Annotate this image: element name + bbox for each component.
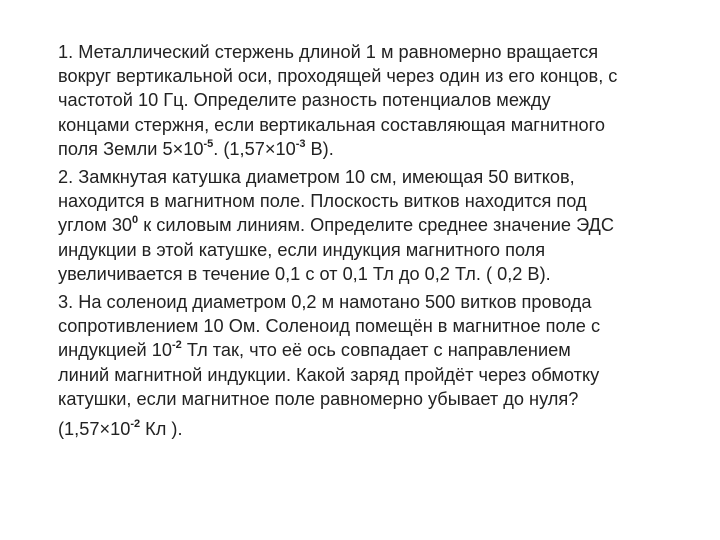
problem-1-line-5 [58,137,670,161]
problem-3-line-4: линий магнитной индукции. Какой заряд пройдёт через обмотку [58,364,600,385]
problem-1-line-3: частотой 10 Гц. Определите разность потенциалов между [58,90,551,111]
problem-3-exponent: -2 [172,339,182,352]
problem-2-degree: 0 [132,214,139,227]
problem-3-answer-exponent: -2 [130,417,141,430]
problem-2-line-4: индукции в этой катушке, если индукция магнитного поля [58,239,546,260]
problem-3-answer-a: (1,57×10 [58,419,131,440]
problem-3-line-3 [58,338,670,362]
problem-3-line-5: катушки, если магнитное поле равномерно убывает до нуля? [58,388,579,409]
problem-2-line-2: находится в магнитном поле. Плоскость витков находится под [58,191,587,212]
problem-1-line-1: 1. Металлический стержень длиной 1 м равномерно вращается [58,42,599,62]
problem-3 [58,290,670,441]
problem-2-line-3 [58,213,670,237]
problem-2-text-a: углом 30 [58,215,133,236]
problem-2-line-5: увеличивается в течение 0,1 с от 0,1 Тл до 0,2 Тл. ( 0,2 В). [58,263,551,284]
problem-2-line-1: 2. Замкнутая катушка диаметром 10 см, имеющая 50 витков, [58,167,575,188]
problem-1-line-2: вокруг вертикальной оси, проходящей через один из его концов, с [58,66,618,87]
problem-3-line-2: сопротивлением 10 Ом. Соленоид помещён в магнитное поле с [58,316,601,337]
problem-2-text-b: к силовым линиям. Определите среднее значение ЭДС [138,215,615,236]
problem-3-text-b: Тл так, что её ось совпадает с направлением [181,340,571,361]
problem-3-answer [58,417,670,441]
problem-3-text-a: индукцией 10 [58,340,173,361]
problem-1 [58,40,670,161]
problem-1-line-4: концами стержня, если вертикальная составляющая магнитного [58,114,605,135]
problem-1-exponent-2: -3 [295,137,306,150]
problem-1-text-c: В). [305,138,334,159]
problem-2 [58,165,670,286]
problem-list [58,40,670,445]
problem-1-text-b: . (1,57×10 [213,138,296,159]
problem-1-text-a: поля Земли 5×10 [58,138,204,159]
problem-3-answer-b: Кл ). [140,419,183,440]
problem-1-exponent-1: -5 [203,137,214,150]
problem-3-line-1: 3. На соленоид диаметром 0,2 м намотано 500 витков провода [58,292,592,313]
